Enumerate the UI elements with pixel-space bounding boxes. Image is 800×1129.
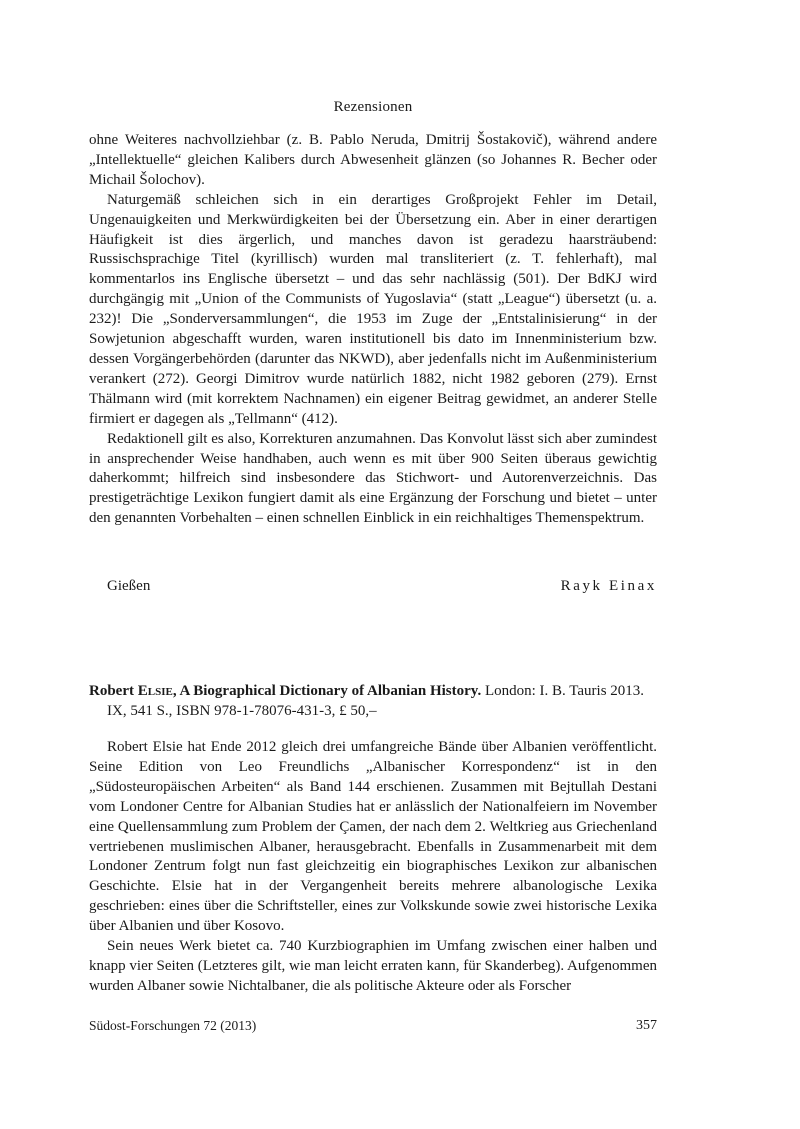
- paragraph: Naturgemäß schleichen sich in ein derartiges Großprojekt Fehler im Detail, Ungenauigkeiten und Merkwürdigkeiten bei der Übersetzung ein. Aber in einer derartigen Häufigkeit ist dies ärgerlich, und manches davon ist geradezu haarsträubend: Russischsprachige Titel (kyrillisch) wurden mal transliteriert (z. T. fehlerhaft), mal kommentarlos ins Englische übersetzt – und das sehr nachlässig (501). Der BdKJ wird durchgängig mit „Union of the Communists of Yugoslavia“ (statt „League“) übersetzt (u. a. 232)! Die „Sonderversammlungen“, die 1953 im Zuge der „Entstalinisierung“ in der Sowjetunion abgeschafft wurden, waren institutionell bis dato im Innenministerium bzw. dessen Vorgängerbehörden (darunter das NKWD), aber jedenfalls nicht im Außenministerium verankert (272). Georgi Dimitrov wurde natürlich 1882, nicht 1982 geboren (279). Ernst Thälmann wird (mit korrektem Nachnamen) ein eigener Beitrag gewidmet, an anderer Stelle firmiert er dagegen als „Tellmann“ (412).: [89, 191, 657, 427]
- book-details: IX, 541 S., ISBN 978-1-78076-431-3, £ 50,–: [107, 703, 377, 719]
- book-author-last: Elsie: [137, 683, 173, 699]
- journal-citation: Südost-Forschungen 72 (2013): [89, 1018, 257, 1033]
- page-number: 357: [636, 1018, 657, 1033]
- document-page: [89, 0, 657, 1129]
- reviewer-location: Gießen: [107, 578, 151, 594]
- review-body-elsie: [89, 738, 657, 997]
- reviewer-name: Rayk Einax: [560, 578, 657, 594]
- review-body-einax: [89, 131, 657, 529]
- book-author-first: Robert: [89, 683, 134, 699]
- paragraph: ohne Weiteres nachvollziehbar (z. B. Pablo Neruda, Dmitrij Šostakovič), während andere „Intellektuelle“ gleichen Kalibers durch Abwesenheit glänzen (so Johannes R. Becher oder Michail Šolochov).: [89, 132, 657, 188]
- paragraph: Sein neues Werk bietet ca. 740 Kurzbiographien im Umfang zwischen einer halben und knapp vier Seiten (Letzteres gilt, wie man leicht erraten kann, für Skanderbeg). Aufgenommen wurden Albaner sowie Nichtalbaner, die als politische Akteure oder als Forscher: [89, 938, 657, 994]
- paragraph: Robert Elsie hat Ende 2012 gleich drei umfangreiche Bände über Albanien veröffentlicht. Seine Edition von Leo Freundlichs „Albanischer Korrespondenz“ ist in den „Südosteuropäischen Arbeiten“ als Band 144 erschienen. Zusammen mit Bejtullah Destani vom Londoner Centre for Albanian Studies hat er anlässlich der Nationalfeiern im November eine Quellensammlung zum Problem der Çamen, der nach dem 2. Weltkrieg aus Griechenland vertriebenen muslimischen Albaner, herausgebracht. Ebenfalls in Zusammenarbeit mit dem Londoner Zentrum folgt nun fast gleichzeitig ein biographisches Lexikon zur albanischen Geschichte. Elsie hat in der Vergangenheit bereits mehrere albanologische Lexika geschrieben: eines über die Schriftsteller, eines zur Volkskunde sowie zwei historische Lexika über Albanien und über Kosovo.: [89, 739, 657, 935]
- bibliographic-entry: [89, 681, 657, 721]
- book-title: , A Biographical Dictionary of Albanian History.: [172, 683, 482, 699]
- book-publication: London: I. B. Tauris 2013.: [481, 683, 645, 699]
- bib-line-1: [89, 681, 657, 701]
- running-head: Rezensionen: [333, 99, 413, 115]
- paragraph: Redaktionell gilt es also, Korrekturen anzumahnen. Das Konvolut lässt sich aber zumindest in ansprechender Weise handhaben, auch wenn es mit über 900 Seiten überaus gewichtig daherkommt; hilfreich sind insbesondere das Stichwort- und Autorenverzeichnis. Das prestigeträchtige Lexikon fungiert damit als eine Ergänzung der Forschung und bietet – unter den genannten Vorbehalten – einen schnellen Einblick in ein reichhaltiges Themenspektrum.: [89, 430, 657, 527]
